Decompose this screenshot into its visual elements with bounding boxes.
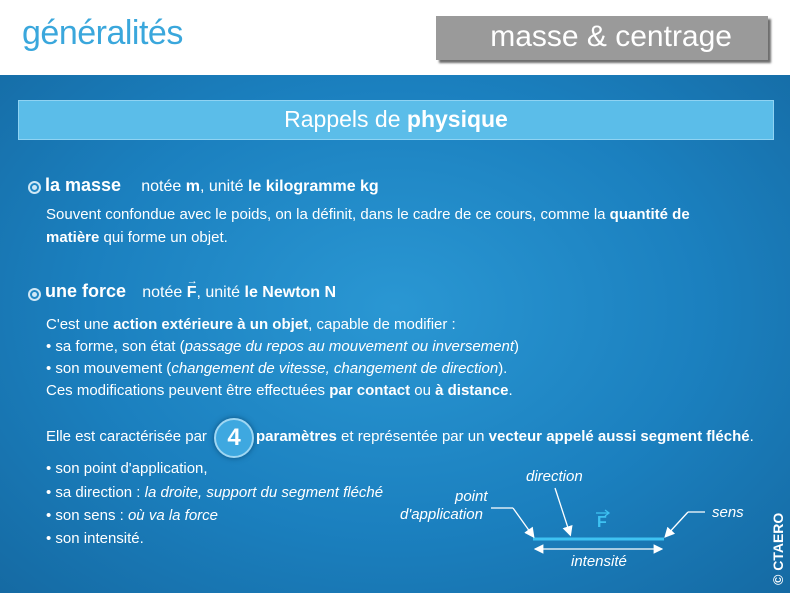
masse-heading: la masse notée m, unité le kilogramme kg [45, 175, 379, 195]
section-title: généralités [22, 14, 183, 52]
force-line2: • sa forme, son état (passage du repos au mouvement ou inversement) [46, 338, 520, 355]
banner-title: Rappels de physique [284, 106, 508, 132]
masse-desc-line1: Souvent confondue avec le poids, on la définit, dans le cadre de ce cours, comme la quantité de [46, 206, 690, 223]
force-line1: C'est une action extérieure à un objet, capable de modifier : [46, 316, 456, 333]
diagram-label-intensite: intensité [571, 553, 627, 570]
copyright: © CTAERO [770, 512, 786, 585]
param-item: • son intensité. [46, 530, 144, 547]
params-intro: Elle est caractérisée par [46, 428, 207, 445]
pointer-line [513, 508, 533, 536]
force-line3: • son mouvement (changement de vitesse, changement de direction). [46, 360, 508, 377]
params-desc: paramètres et représentée par un vecteur appelé aussi segment fléché. [256, 428, 754, 445]
diagram-label-vector: F [597, 514, 607, 531]
param-count-badge: 4 [214, 418, 254, 458]
force-vector-symbol: F → [186, 275, 198, 301]
diagram-label-direction: direction [526, 468, 583, 485]
diagram-label-application: d'application [400, 506, 483, 523]
diagram-label-point: point [455, 488, 488, 505]
masse-desc-line2: matière qui forme un objet. [46, 229, 228, 246]
param-item: • son sens : où va la force [46, 507, 219, 524]
topic-tag-label: masse & centrage [490, 20, 732, 53]
param-item: • sa direction : la droite, support du segment fléché [46, 484, 384, 501]
diagram-label-sens: sens [712, 504, 744, 521]
pointer-line [555, 488, 570, 534]
pointer-line [666, 512, 688, 536]
force-line4: Ces modifications peuvent être effectuées par contact ou à distance. [46, 382, 513, 399]
param-item: • son point d'application, [46, 460, 208, 477]
force-heading: une force notée F → , unité le Newton N [45, 275, 337, 301]
